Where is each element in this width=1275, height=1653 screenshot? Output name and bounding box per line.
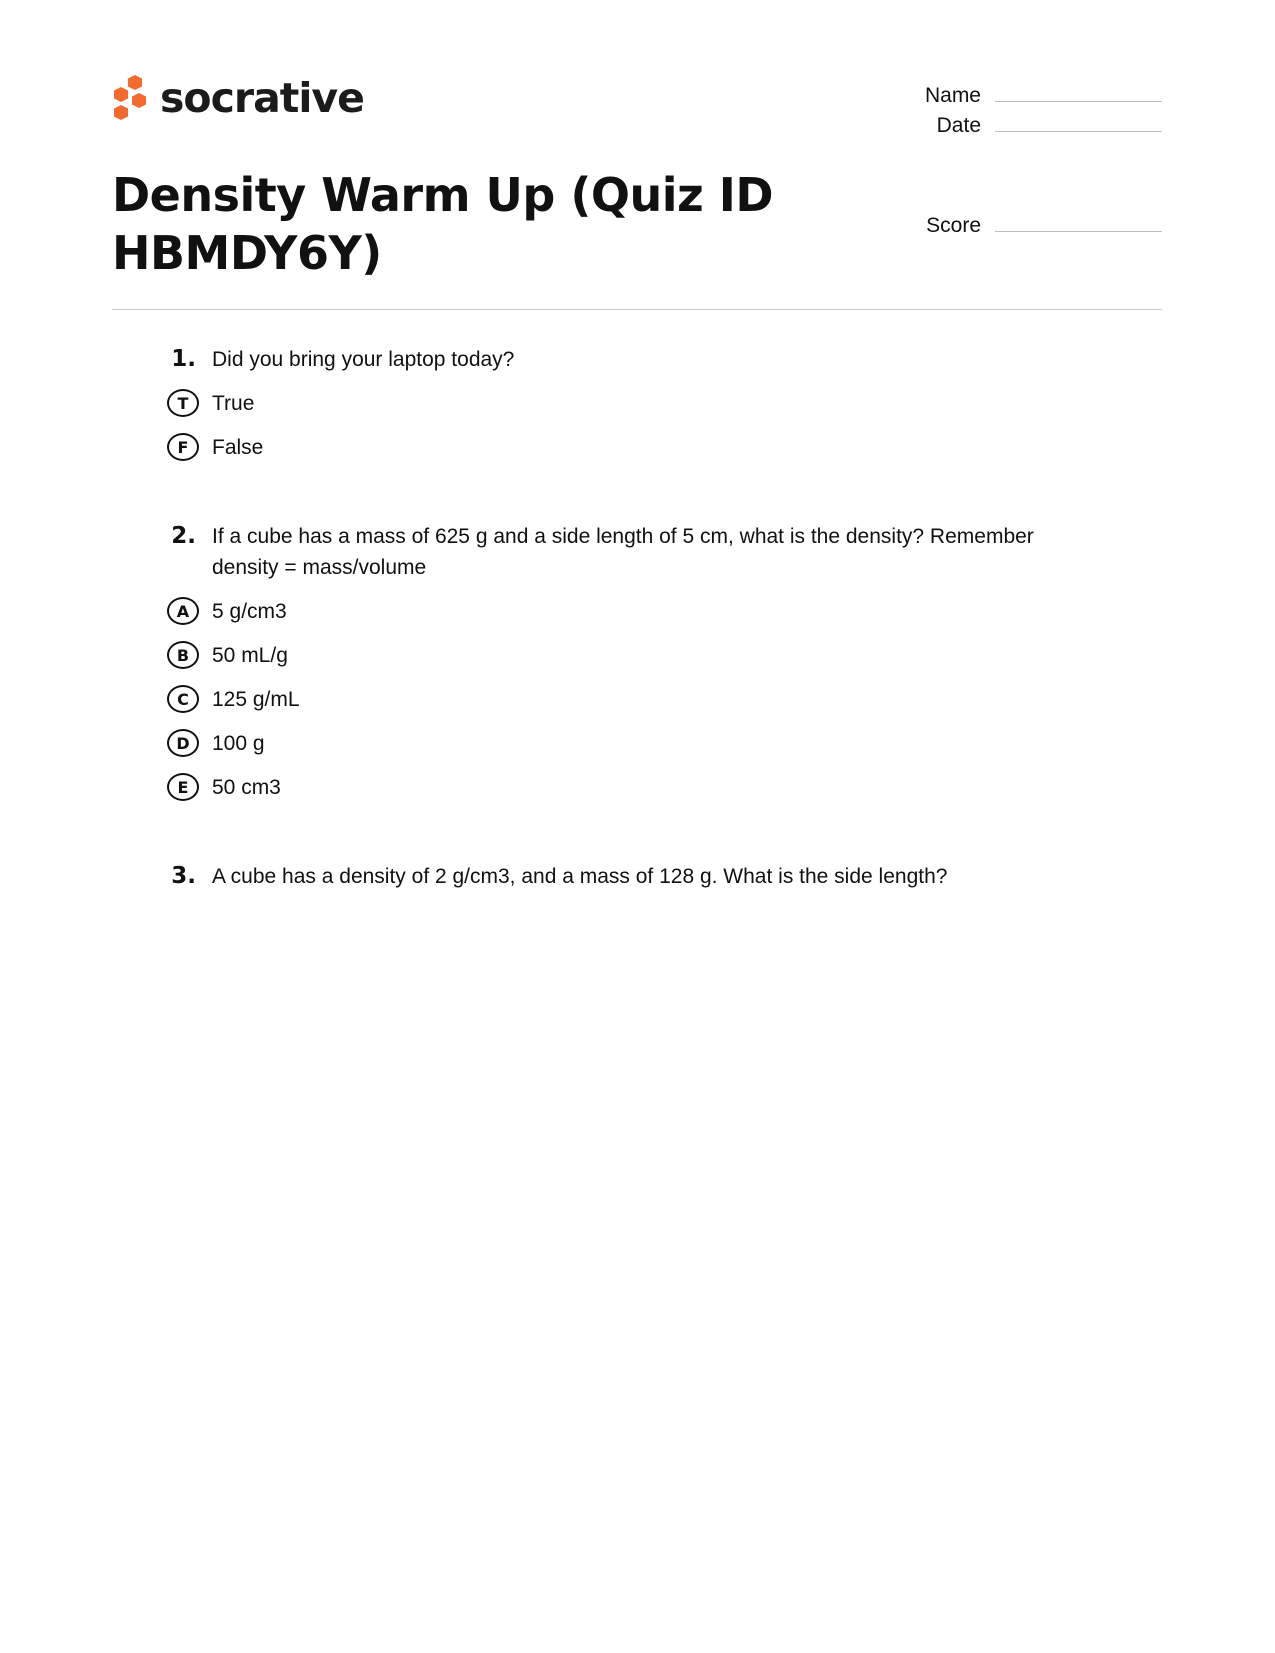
choice-text: 100 g — [212, 731, 265, 755]
choice-text: 50 mL/g — [212, 643, 288, 667]
date-line[interactable] — [995, 131, 1162, 132]
answer-choice[interactable] — [150, 765, 1090, 809]
choice-bubble-f[interactable]: F — [167, 433, 199, 461]
date-field — [902, 106, 1162, 136]
brand-name: socrative — [160, 73, 364, 122]
question-text: If a cube has a mass of 625 g and a side length of 5 cm, what is the density? Remember density = mass/volume — [212, 525, 1034, 579]
answer-choice[interactable] — [150, 633, 1090, 677]
score-label: Score — [926, 214, 981, 237]
question-header — [150, 521, 1090, 583]
choice-text: 50 cm3 — [212, 775, 281, 799]
question-text: A cube has a density of 2 g/cm3, and a mass of 128 g. What is the side length? — [212, 865, 948, 888]
name-field — [902, 76, 1162, 106]
score-line[interactable] — [995, 231, 1162, 232]
header-divider — [112, 309, 1162, 310]
choice-text: False — [212, 435, 264, 459]
choice-text: 5 g/cm3 — [212, 599, 287, 623]
logo-hexagon — [128, 75, 142, 90]
question-number: 3. — [171, 863, 196, 889]
student-info-fields — [902, 76, 1162, 236]
question-text: Did you bring your laptop today? — [212, 348, 515, 371]
answer-choice[interactable] — [150, 677, 1090, 721]
choice-bubble-a[interactable]: A — [167, 597, 199, 625]
quiz-title: Density Warm Up (Quiz ID HBMDY6Y) — [112, 168, 774, 280]
logo-hexagon — [114, 87, 128, 102]
choice-bubble-d[interactable]: D — [167, 729, 199, 757]
choice-bubble-t[interactable]: T — [167, 389, 199, 417]
hexagon-cluster-icon — [112, 74, 148, 122]
answer-choice[interactable] — [150, 425, 1090, 469]
question-header — [150, 861, 1090, 892]
question-number: 1. — [171, 346, 196, 372]
answer-choice[interactable] — [150, 381, 1090, 425]
name-label: Name — [924, 84, 981, 107]
logo-hexagon — [114, 105, 128, 120]
choice-bubble-c[interactable]: C — [167, 685, 199, 713]
question-1 — [150, 344, 1090, 469]
answer-choice[interactable] — [150, 721, 1090, 765]
answer-choices — [150, 381, 1090, 469]
choice-text: 125 g/mL — [212, 687, 300, 711]
logo-hexagon — [132, 93, 146, 108]
answer-choice[interactable] — [150, 589, 1090, 633]
choice-text: True — [212, 391, 255, 415]
score-field — [902, 206, 1162, 236]
question-3 — [150, 861, 1090, 892]
question-2 — [150, 521, 1090, 809]
socrative-logo — [112, 72, 364, 124]
choice-bubble-b[interactable]: B — [167, 641, 199, 669]
question-list — [150, 344, 1090, 944]
choice-bubble-e[interactable]: E — [167, 773, 199, 801]
question-number: 2. — [171, 523, 196, 549]
date-label: Date — [936, 114, 981, 137]
answer-choices — [150, 589, 1090, 809]
question-header — [150, 344, 1090, 375]
name-line[interactable] — [995, 101, 1162, 102]
